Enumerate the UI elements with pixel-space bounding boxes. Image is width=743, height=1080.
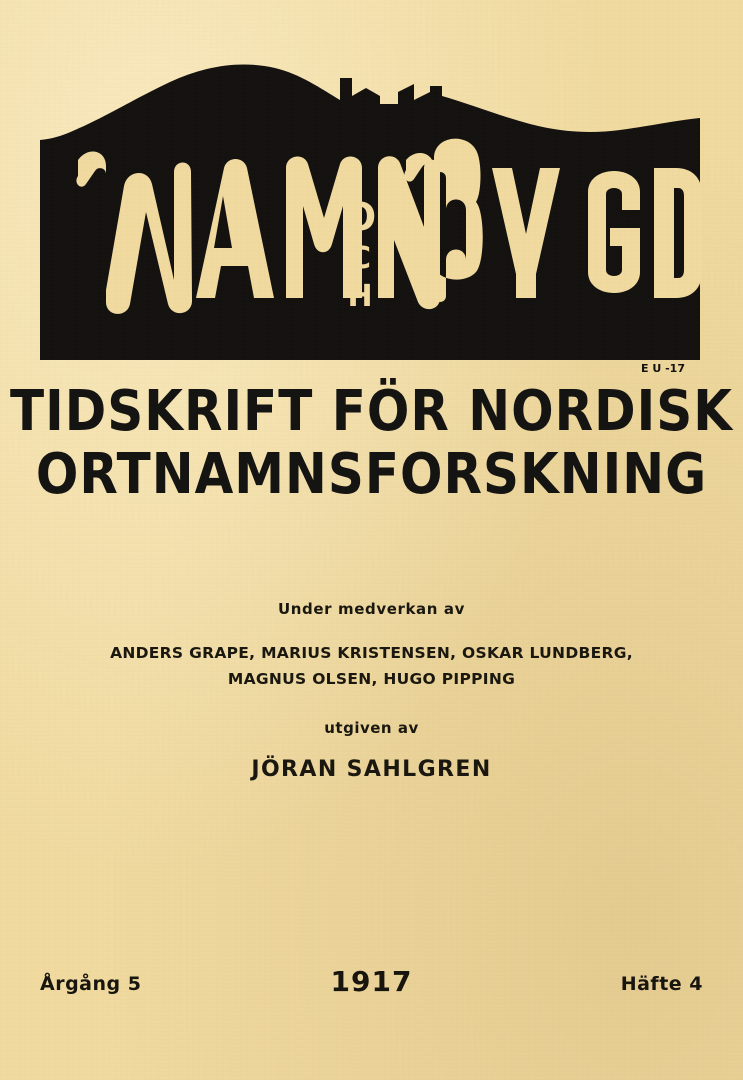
subtitle-line-1: TIDSKRIFT FÖR NORDISK <box>9 378 734 444</box>
year-label: 1917 <box>330 965 413 998</box>
contributors-line-1: ANDERS GRAPE, MARIUS KRISTENSEN, OSKAR LUNDBERG, <box>110 644 633 662</box>
svg-text:O: O <box>343 195 377 239</box>
issue-label: Häfte 4 <box>620 973 703 995</box>
published-by-label: utgiven av <box>324 718 419 737</box>
contributors-line-2: MAGNUS OLSEN, HUGO PIPPING <box>227 670 516 689</box>
editor-name: JÖRAN SAHLGREN <box>251 756 492 782</box>
subtitle-line-2: ORTNAMNSFORSKNING <box>35 441 708 507</box>
credits-block <box>0 600 743 782</box>
svg-text:C: C <box>348 241 372 276</box>
artist-monogram: E U -17 <box>641 362 685 375</box>
masthead-logo <box>0 0 743 380</box>
masthead-artwork <box>0 0 743 380</box>
cover-footer <box>0 965 743 1005</box>
with-participation-label: Under medverkan av <box>278 600 465 618</box>
volume-label: Årgång 5 <box>40 973 142 995</box>
journal-subtitle <box>0 378 743 507</box>
svg-text:H: H <box>347 279 373 314</box>
